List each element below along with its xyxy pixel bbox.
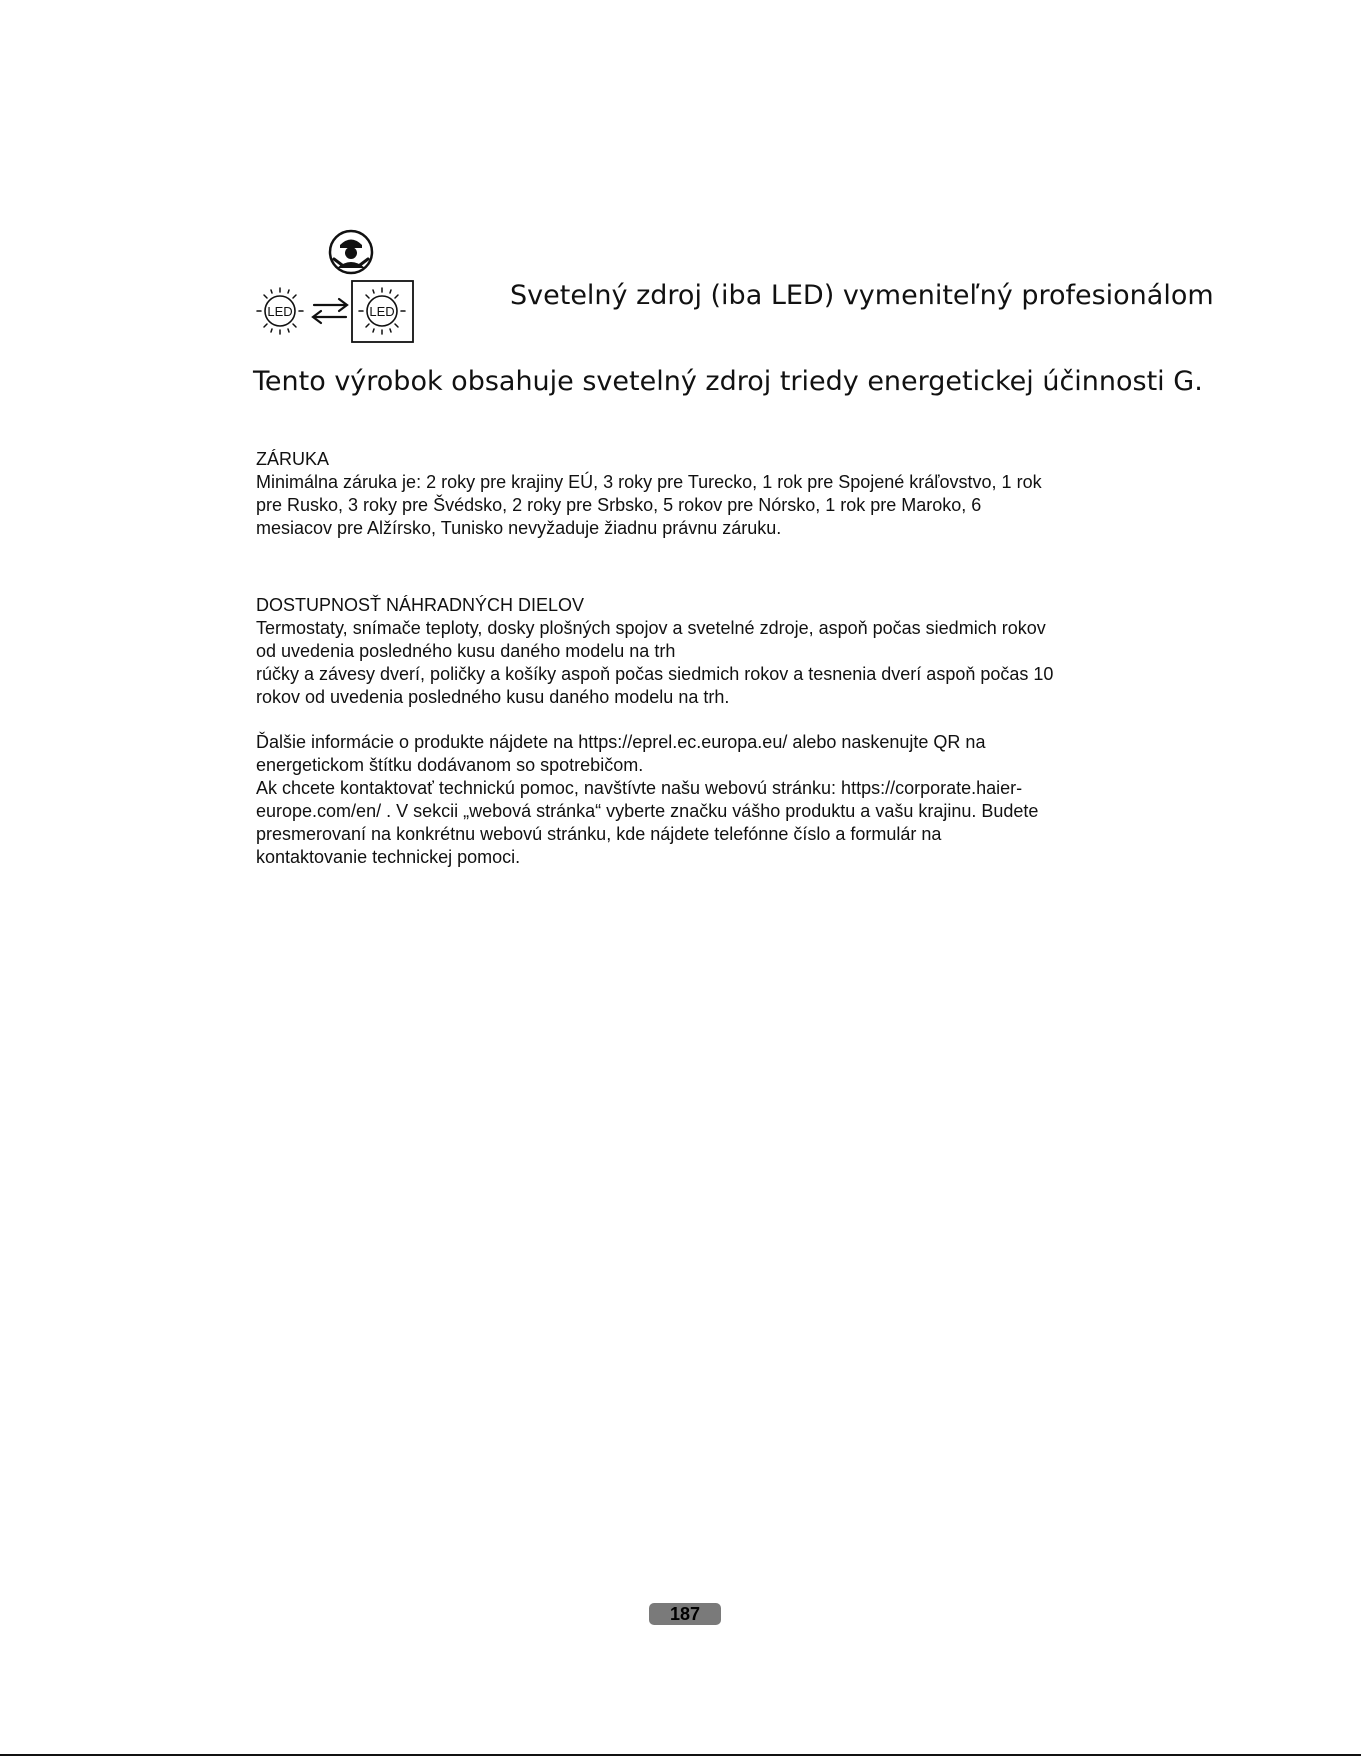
text-line: pre Rusko, 3 roky pre Švédsko, 2 roky pre Srbsko, 5 rokov pre Nórsko, 1 rok pre Maroko, 6 [256,495,982,515]
text-line: rúčky a závesy dverí, poličky a košíky aspoň počas siedmich rokov a tesnenia dverí aspoň počas 10 [256,664,1054,684]
more-info-section [256,731,1136,869]
technician-icon [330,231,372,273]
warranty-section [256,448,1136,540]
text-line: energetickom štítku dodávanom so spotrebičom. [256,755,644,775]
spare-parts-section [256,594,1136,709]
text-line: kontaktovanie technickej pomoci. [256,847,521,867]
swap-arrows-icon [313,299,347,323]
led-bulb-icon [257,288,303,334]
led-bulb-icon [352,281,413,342]
warranty-title: ZÁRUKA [256,449,330,469]
text-line: rokov od uvedenia posledného kusu daného modelu na trh. [256,687,730,707]
energy-class-statement: Tento výrobok obsahuje svetelný zdroj triedy energetickej účinnosti G. [253,366,1203,397]
text-line: od uvedenia posledného kusu daného modelu na trh [256,641,676,661]
text-line: Termostaty, snímače teploty, dosky plošných spojov a svetelné zdroje, aspoň počas siedmich rokov [256,618,1046,638]
led-replaceable-heading: Svetelný zdroj (iba LED) vymeniteľný profesionálom [510,280,1214,311]
text-line: Ak chcete kontaktovať technickú pomoc, navštívte našu webovú stránku: https://corporate.haier- [256,778,1023,798]
spare-parts-title: DOSTUPNOSŤ NÁHRADNÝCH DIELOV [256,595,585,615]
spare-parts-text [256,617,1136,709]
text-line: Ďalšie informácie o produkte nájdete na https://eprel.ec.europa.eu/ alebo naskenujte QR na [256,732,986,752]
led-replacement-symbol [250,228,455,348]
page-bottom-rule [0,1754,1361,1756]
more-info-text [256,731,1136,869]
page-number: 187 [649,1603,721,1625]
text-line: presmerovaní na konkrétnu webovú stránku, kde nájdete telefónne číslo a formulár na [256,824,942,844]
warranty-text [256,471,1136,540]
text-line: europe.com/en/ . V sekcii „webová stránka“ vyberte značku vášho produktu a vašu krajinu. Budete [256,801,1039,821]
led-label-left: LED [267,304,293,319]
text-line: Minimálna záruka je: 2 roky pre krajiny EÚ, 3 roky pre Turecko, 1 rok pre Spojené kráľovstvo, 1 rok [256,472,1042,492]
text-line: mesiacov pre Alžírsko, Tunisko nevyžaduje žiadnu právnu záruku. [256,518,782,538]
led-label-right: LED [369,304,395,319]
